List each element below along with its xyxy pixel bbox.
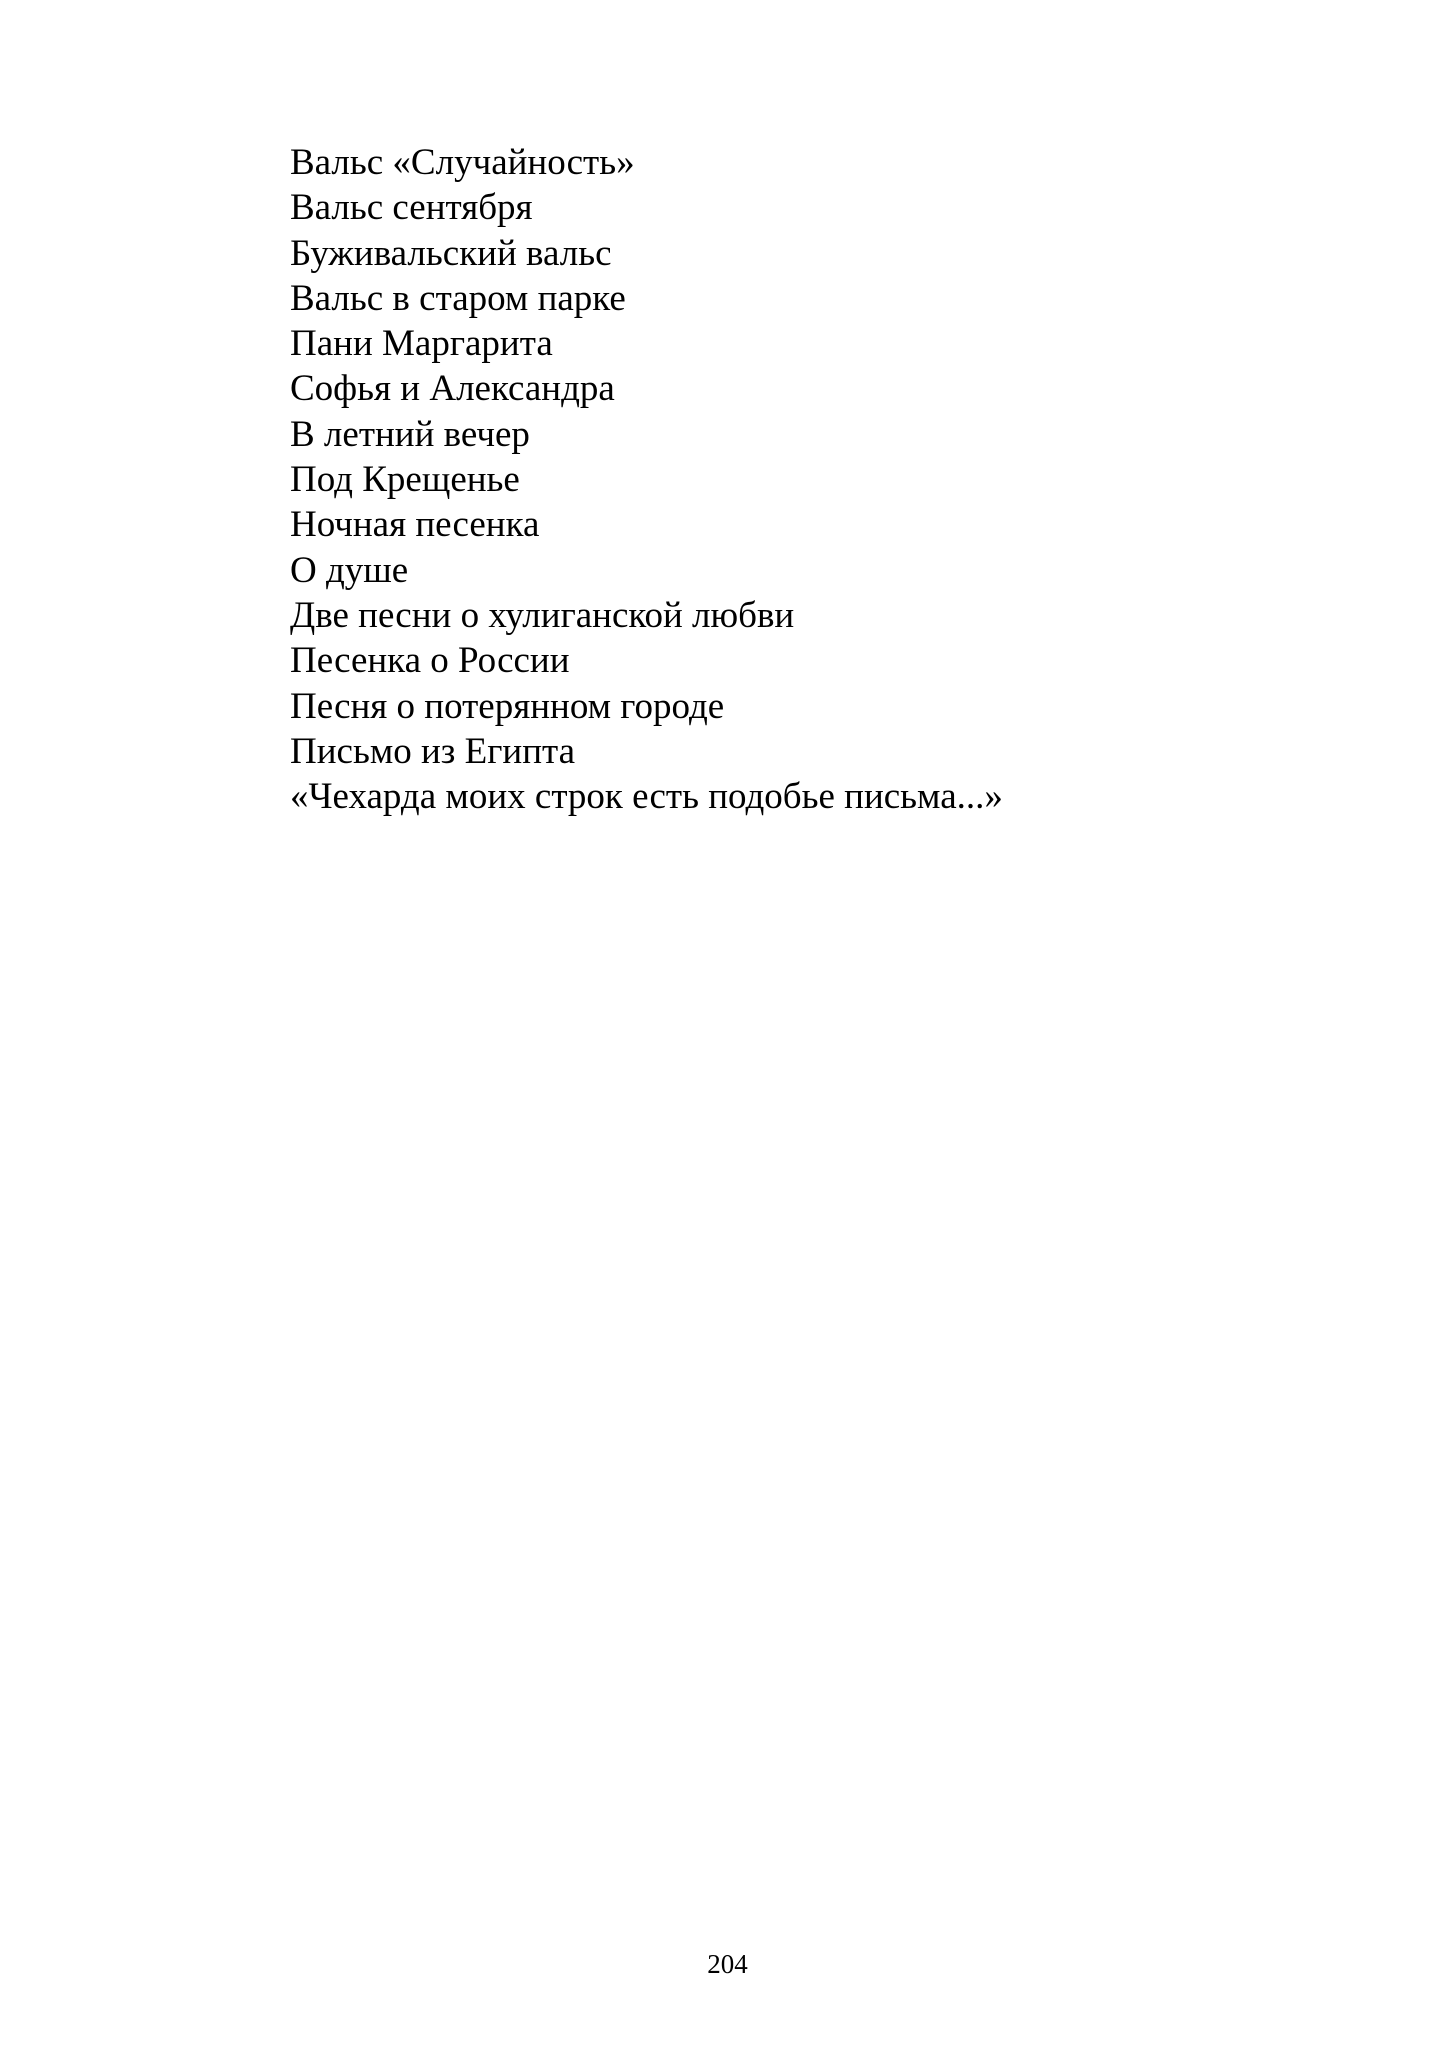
contents-item: Песня о потерянном городе [290, 685, 725, 727]
contents-item: Вальс сентября [290, 187, 533, 229]
contents-item: Вальс в старом парке [290, 277, 626, 319]
contents-item: Ночная песенка [290, 504, 540, 546]
contents-item: Вальс «Случайность» [290, 142, 635, 183]
contents-item: Письмо из Египта [290, 730, 576, 772]
contents-item: Софья и Александра [290, 368, 615, 410]
contents-item: «Чехарда моих строк есть подобье письма...» [290, 776, 1003, 818]
contents-item: В летний вечер [290, 413, 530, 455]
contents-item: Под Крещенье [290, 459, 520, 501]
contents-item: Буживальский вальс [290, 232, 612, 274]
contents-item: Пани Маргарита [290, 323, 553, 365]
contents-item: Песенка о России [290, 640, 570, 682]
page-number: 204 [707, 1949, 748, 1979]
contents-list [290, 140, 1003, 819]
contents-item: Две песни о хулиганской любви [290, 594, 795, 636]
contents-item: О душе [290, 549, 409, 591]
